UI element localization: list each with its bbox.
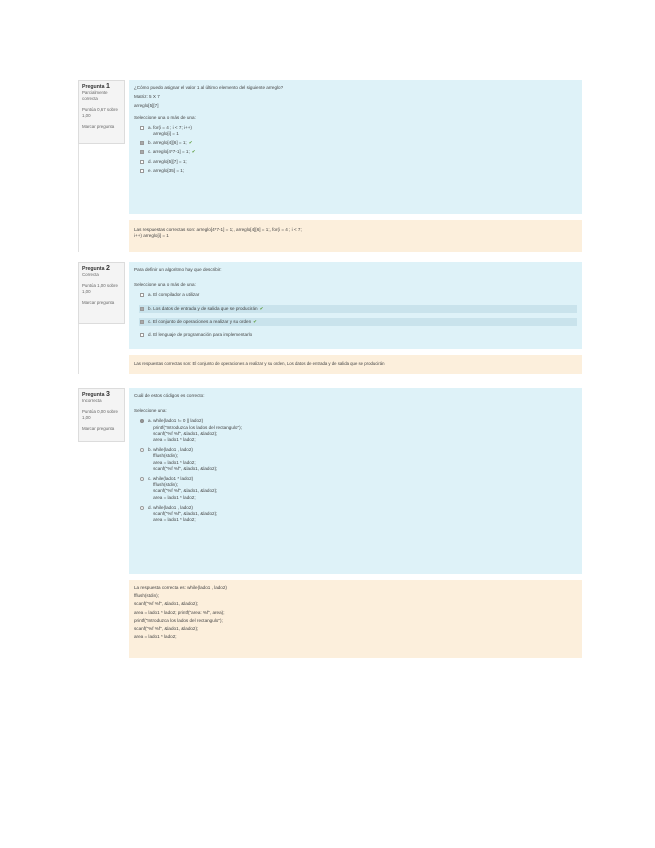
question-info xyxy=(78,262,125,324)
feedback-text: i++) arreglo[i] = 1 xyxy=(134,233,169,239)
question-1 xyxy=(78,80,582,252)
question-status: Correcta xyxy=(82,272,99,277)
answer-option[interactable]: a. El compilador a utilizar xyxy=(140,292,577,298)
question-content xyxy=(129,262,582,349)
question-status: Incorrecta xyxy=(82,398,102,403)
question-2 xyxy=(78,262,582,374)
answer-option[interactable]: b. Los datos de entrada y de salida que se producirán ✔ xyxy=(139,305,577,313)
question-mark: Puntúa 0,00 sobre 1,00 xyxy=(82,409,118,420)
answer-option[interactable]: d. El lenguaje de programación para implementarlo xyxy=(140,332,577,338)
check-icon: ✔ xyxy=(253,318,258,324)
feedback-text: Las respuestas correctas son: El conjunto de operaciones a realizar y su orden, Los datos de entrada y de salida que se producirán xyxy=(134,361,385,366)
answer-radio[interactable] xyxy=(140,448,144,452)
answer-radio[interactable] xyxy=(140,419,144,423)
feedback-text: Las respuestas correctas son: arreglo[4*7-1] = 1;, arreglo[4][6] = 1;, for(i = 4 ; i < 7; xyxy=(134,227,302,232)
answer-checkbox[interactable] xyxy=(140,141,144,145)
question-feedback xyxy=(129,580,582,658)
answer-checkbox[interactable] xyxy=(140,333,144,337)
question-number: Pregunta 2 xyxy=(82,265,110,272)
feedback-text: scanf("%f %f", &lado1, &lado2); xyxy=(134,626,199,632)
check-icon: ✔ xyxy=(188,140,193,146)
feedback-text: fflush(stdin); xyxy=(134,593,159,599)
flag-question-link[interactable]: Marcar pregunta xyxy=(82,124,115,129)
question-info xyxy=(78,80,125,144)
question-text: Para definir un algoritmo hay que describir: xyxy=(134,267,222,272)
question-number: Pregunta 3 xyxy=(82,391,110,398)
feedback-text: La respuesta correcta es: while(lado1 , lado2) xyxy=(134,585,227,590)
answer-option[interactable]: a. for(i = 4 ; i < 7; i++) arreglo[i] = 1 xyxy=(140,125,577,137)
answer-option[interactable]: b. arreglo[4][6] = 1; ✔ xyxy=(140,140,577,146)
answer-checkbox[interactable] xyxy=(140,307,144,311)
question-status: Parcialmente correcta xyxy=(82,90,108,101)
question-feedback xyxy=(129,220,582,252)
feedback-text: area = lado1 * lado2; xyxy=(134,634,177,640)
answer-option[interactable]: d. while(lado1 , lado2) scanf("%f %f", &lado1, &lado2); area = lado1 * lado2; xyxy=(140,505,577,524)
select-label: Seleccione una o más de una: xyxy=(134,282,196,288)
answer-checkbox[interactable] xyxy=(140,169,144,173)
answer-option[interactable]: c. arreglo[4*7-1] = 1; ✔ xyxy=(140,149,577,155)
check-icon: ✔ xyxy=(191,149,196,155)
feedback-text: scanf("%f %f", &lado1, &lado2); xyxy=(134,601,199,607)
answer-radio[interactable] xyxy=(140,477,144,481)
question-text: Matriz: 5 X 7 xyxy=(134,94,160,100)
answer-option[interactable]: c. while(lado1 * lado2) fflush(stdin); scanf("%f %f", &lado1, &lado2); area = lado1 * lado2; xyxy=(140,476,577,501)
question-text: arreglo[5][7] xyxy=(134,103,159,109)
question-content xyxy=(129,80,582,214)
question-text: ¿Cómo puedo asignar el valor 1 al último elemento del siguiente arreglo? xyxy=(134,85,284,90)
answer-radio[interactable] xyxy=(140,506,144,510)
select-label: Seleccione una: xyxy=(134,408,167,414)
answer-option[interactable]: b. while(lado1 , lado2) fflush(stdin); area = lado1 * lado2; scanf("%f %f", &lado1, &lado2); xyxy=(140,447,577,472)
question-info xyxy=(78,388,125,442)
answer-checkbox[interactable] xyxy=(140,150,144,154)
question-feedback xyxy=(129,355,582,374)
question-number: Pregunta 1 xyxy=(82,83,110,90)
flag-question-link[interactable]: Marcar pregunta xyxy=(82,300,115,305)
question-text: Cuál de estos códigos es correcto: xyxy=(134,393,205,398)
question-mark: Puntúa 0,67 sobre 1,00 xyxy=(82,107,118,118)
question-mark: Puntúa 1,00 sobre 1,00 xyxy=(82,283,118,294)
answer-option[interactable]: a. while(lado1 != 0 || lado2) printf("Introduzca los lados del rectangulo"); scanf("%f %f", &lado1, &lado2); area = lado1 * lado2; xyxy=(140,418,577,443)
answer-checkbox[interactable] xyxy=(140,160,144,164)
question-3 xyxy=(78,388,582,658)
answer-option[interactable]: e. arreglo[35] = 1; xyxy=(140,168,577,174)
answer-option[interactable]: d. arreglo[5][7] = 1; xyxy=(140,159,577,165)
question-content xyxy=(129,388,582,574)
select-label: Seleccione una o más de una: xyxy=(134,114,196,120)
answer-option[interactable]: c. El conjunto de operaciones a realizar y su orden ✔ xyxy=(139,318,577,326)
answer-checkbox[interactable] xyxy=(140,293,144,297)
feedback-text: area = lado1 * lado2; printf("area: %f", area); xyxy=(134,609,225,615)
feedback-text: printf("Introduzca los lados del rectangulo"); xyxy=(134,617,223,623)
answer-checkbox[interactable] xyxy=(140,126,144,130)
answer-checkbox[interactable] xyxy=(140,320,144,324)
check-icon: ✔ xyxy=(259,305,264,311)
flag-question-link[interactable]: Marcar pregunta xyxy=(82,426,115,431)
